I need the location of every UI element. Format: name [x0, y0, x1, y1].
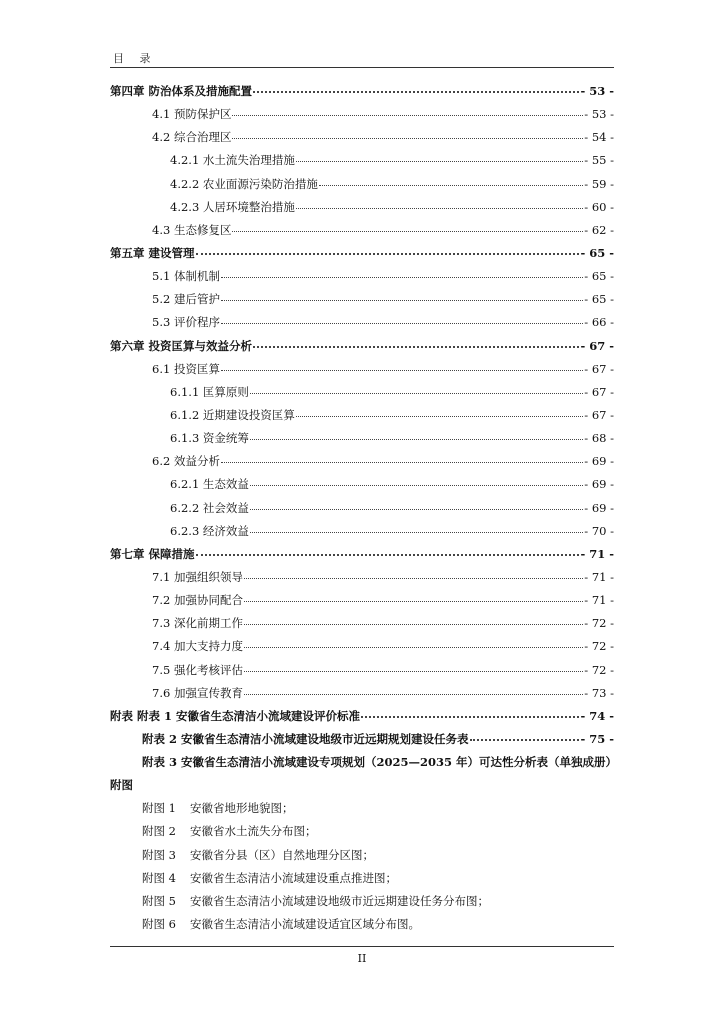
- toc-entry[interactable]: [110, 520, 614, 543]
- toc-entry-title: 4.3 生态修复区: [152, 222, 232, 237]
- figure-title: 安徽省生态清洁小流域建设适宜区域分布图。: [190, 916, 420, 931]
- toc-entry-page: - 65 -: [580, 245, 614, 260]
- toc-entry-page: - 66 -: [584, 315, 614, 330]
- toc-entry[interactable]: [110, 219, 614, 242]
- toc-entry-page: - 75 -: [580, 731, 614, 746]
- toc-entry-title: 5.3 评价程序: [152, 315, 220, 330]
- toc-list: [110, 80, 618, 774]
- toc-entry-page: - 69 -: [584, 454, 614, 469]
- toc-entry[interactable]: [110, 80, 614, 103]
- toc-entry[interactable]: [110, 126, 614, 149]
- figure-entry[interactable]: [110, 913, 614, 936]
- toc-leader-dots: [250, 477, 583, 486]
- toc-leader-dots: [232, 130, 583, 139]
- toc-leader-dots: [296, 408, 583, 417]
- toc-entry[interactable]: [110, 612, 614, 635]
- toc-entry-page: - 65 -: [584, 292, 614, 307]
- page-number: II: [357, 952, 367, 965]
- toc-entry-title: 6.1.3 资金统筹: [170, 431, 249, 446]
- toc-entry-title: 7.3 深化前期工作: [152, 616, 243, 631]
- toc-entry-page: - 54 -: [584, 130, 614, 145]
- toc-entry-title: 6.2.3 经济效益: [170, 523, 249, 538]
- figure-number: 附图 2: [142, 824, 176, 839]
- figure-entry[interactable]: [110, 844, 614, 867]
- toc-entry[interactable]: [110, 682, 614, 705]
- toc-entry-page: - 72 -: [584, 616, 614, 631]
- toc-entry[interactable]: [110, 149, 614, 172]
- toc-leader-dots: [244, 686, 583, 695]
- toc-leader-dots: [232, 107, 583, 116]
- toc-entry-page: - 68 -: [584, 431, 614, 446]
- figure-number: 附图 4: [142, 870, 176, 885]
- toc-leader-dots: [250, 501, 583, 510]
- toc-entry[interactable]: [110, 543, 614, 566]
- toc-entry-page: - 72 -: [584, 662, 614, 677]
- toc-entry[interactable]: [110, 427, 614, 450]
- figure-number: 附图 3: [142, 847, 176, 862]
- toc-entry-page: - 71 -: [584, 569, 614, 584]
- figure-entry[interactable]: [110, 820, 614, 843]
- toc-leader-dots: [296, 200, 583, 209]
- toc-entry-page: - 73 -: [584, 685, 614, 700]
- toc-entry[interactable]: [110, 103, 614, 126]
- toc-entry-page: - 67 -: [584, 407, 614, 422]
- toc-leader-dots: [221, 362, 583, 371]
- toc-entry-title: 第五章 建设管理: [110, 245, 195, 260]
- toc-entry-title: 6.1.2 近期建设投资匡算: [170, 407, 295, 422]
- figure-number: 附图 5: [142, 893, 176, 908]
- toc-entry-page: - 69 -: [584, 500, 614, 515]
- toc-leader-dots: [244, 616, 583, 625]
- toc-entry[interactable]: [110, 311, 614, 334]
- toc-leader-dots: [296, 153, 583, 162]
- toc-entry[interactable]: [110, 589, 614, 612]
- toc-leader-dots: [221, 269, 583, 278]
- toc-entry[interactable]: [110, 659, 614, 682]
- toc-entry-title: 4.2.3 人居环境整治措施: [170, 199, 295, 214]
- toc-leader-dots: [244, 639, 583, 648]
- toc-entry[interactable]: [110, 728, 614, 751]
- toc-entry-title: 7.2 加强协同配合: [152, 593, 243, 608]
- figure-entry[interactable]: [110, 890, 614, 913]
- toc-entry-title: 附表 附表 1 安徽省生态清洁小流域建设评价标准: [110, 708, 361, 723]
- toc-leader-dots: [253, 338, 579, 348]
- toc-leader-dots: [232, 223, 583, 232]
- figure-number: 附图 6: [142, 916, 176, 931]
- figure-title: 安徽省分县（区）自然地理分区图；: [190, 847, 374, 862]
- toc-entry-title: 4.1 预防保护区: [152, 107, 232, 122]
- figure-title: 安徽省生态清洁小流域建设地级市近远期建设任务分布图；: [190, 893, 489, 908]
- toc-leader-dots: [253, 83, 579, 93]
- toc-leader-dots: [470, 731, 580, 741]
- toc-entry-page: - 67 -: [584, 361, 614, 376]
- toc-entry-title: 第七章 保障措施: [110, 546, 195, 561]
- toc-entry-title: 7.4 加大支持力度: [152, 639, 243, 654]
- toc-entry[interactable]: [110, 705, 614, 728]
- toc-entry-page: - 71 -: [580, 546, 614, 561]
- toc-leader-dots: [196, 245, 580, 255]
- toc-entry-title: 4.2 综合治理区: [152, 130, 232, 145]
- toc-leader-dots: [244, 663, 583, 672]
- toc-leader-dots: [244, 593, 583, 602]
- toc-entry[interactable]: [110, 497, 614, 520]
- toc-entry-title: 第六章 投资匡算与效益分析: [110, 338, 253, 353]
- toc-entry-page: - 60 -: [584, 199, 614, 214]
- toc-entry-title: 5.2 建后管护: [152, 292, 220, 307]
- toc-entry-page: - 72 -: [584, 639, 614, 654]
- toc-entry[interactable]: [110, 450, 614, 473]
- figure-title: 安徽省地形地貌图；: [190, 801, 294, 816]
- toc-entry-title: 6.2.1 生态效益: [170, 477, 249, 492]
- figure-entry[interactable]: [110, 797, 614, 820]
- header-rule: [110, 67, 614, 68]
- toc-entry-title: 6.1.1 匡算原则: [170, 384, 249, 399]
- figure-entry[interactable]: [110, 867, 614, 890]
- toc-entry[interactable]: [110, 751, 618, 774]
- toc-leader-dots: [250, 431, 583, 440]
- toc-entry-title: 附表 3 安徽省生态清洁小流域建设专项规划（2025—2035 年）可达性分析表（单独成册）: [142, 755, 618, 770]
- toc-leader-dots: [221, 315, 583, 324]
- toc-entry-page: - 53 -: [584, 107, 614, 122]
- table-of-contents: [110, 80, 618, 936]
- toc-entry-title: 4.2.1 水土流失治理措施: [170, 153, 295, 168]
- toc-leader-dots: [250, 385, 583, 394]
- toc-entry-page: - 67 -: [584, 384, 614, 399]
- toc-entry[interactable]: [110, 635, 614, 658]
- toc-entry-title: 5.1 体制机制: [152, 269, 220, 284]
- toc-entry-title: 6.2 效益分析: [152, 454, 220, 469]
- toc-entry[interactable]: [110, 288, 614, 311]
- toc-entry[interactable]: [110, 473, 614, 496]
- toc-entry-page: - 59 -: [584, 176, 614, 191]
- toc-entry-title: 4.2.2 农业面源污染防治措施: [170, 176, 318, 191]
- toc-leader-dots: [221, 454, 583, 463]
- toc-entry[interactable]: [110, 173, 614, 196]
- toc-entry-page: - 62 -: [584, 222, 614, 237]
- figures-heading: 附图: [110, 778, 133, 793]
- toc-entry-page: - 74 -: [580, 708, 614, 723]
- toc-entry-title: 7.6 加强宣传教育: [152, 685, 243, 700]
- toc-entry-title: 7.5 强化考核评估: [152, 662, 243, 677]
- toc-entry-title: 附表 2 安徽省生态清洁小流域建设地级市近远期规划建设任务表: [142, 731, 469, 746]
- footer-rule: [110, 946, 614, 947]
- figure-title: 安徽省生态清洁小流域建设重点推进图；: [190, 870, 397, 885]
- toc-leader-dots: [250, 524, 583, 533]
- toc-entry[interactable]: [110, 335, 614, 358]
- toc-entry-title: 6.2.2 社会效益: [170, 500, 249, 515]
- toc-entry[interactable]: [110, 265, 614, 288]
- toc-leader-dots: [196, 546, 580, 556]
- figure-title: 安徽省水土流失分布图；: [190, 824, 317, 839]
- figures-list: [110, 797, 614, 936]
- toc-leader-dots: [361, 708, 579, 718]
- toc-leader-dots: [319, 177, 583, 186]
- toc-entry-title: 第四章 防治体系及措施配置: [110, 84, 253, 98]
- toc-entry[interactable]: [110, 381, 614, 404]
- toc-entry-title: 7.1 加强组织领导: [152, 569, 243, 584]
- header-label: 目 录: [113, 52, 157, 65]
- toc-entry-title: 6.1 投资匡算: [152, 361, 220, 376]
- toc-entry[interactable]: [110, 404, 614, 427]
- toc-entry-page: - 65 -: [584, 269, 614, 284]
- toc-leader-dots: [221, 292, 583, 301]
- toc-entry-page: - 53 -: [580, 84, 614, 98]
- toc-leader-dots: [244, 570, 583, 579]
- toc-entry-page: - 67 -: [580, 338, 614, 353]
- toc-entry-page: - 71 -: [584, 593, 614, 608]
- toc-entry-page: - 55 -: [584, 153, 614, 168]
- figure-number: 附图 1: [142, 801, 176, 816]
- toc-entry-page: - 70 -: [584, 523, 614, 538]
- toc-entry[interactable]: [110, 566, 614, 589]
- toc-entry[interactable]: [110, 242, 614, 265]
- toc-entry[interactable]: [110, 358, 614, 381]
- toc-entry-page: - 69 -: [584, 477, 614, 492]
- toc-entry[interactable]: [110, 196, 614, 219]
